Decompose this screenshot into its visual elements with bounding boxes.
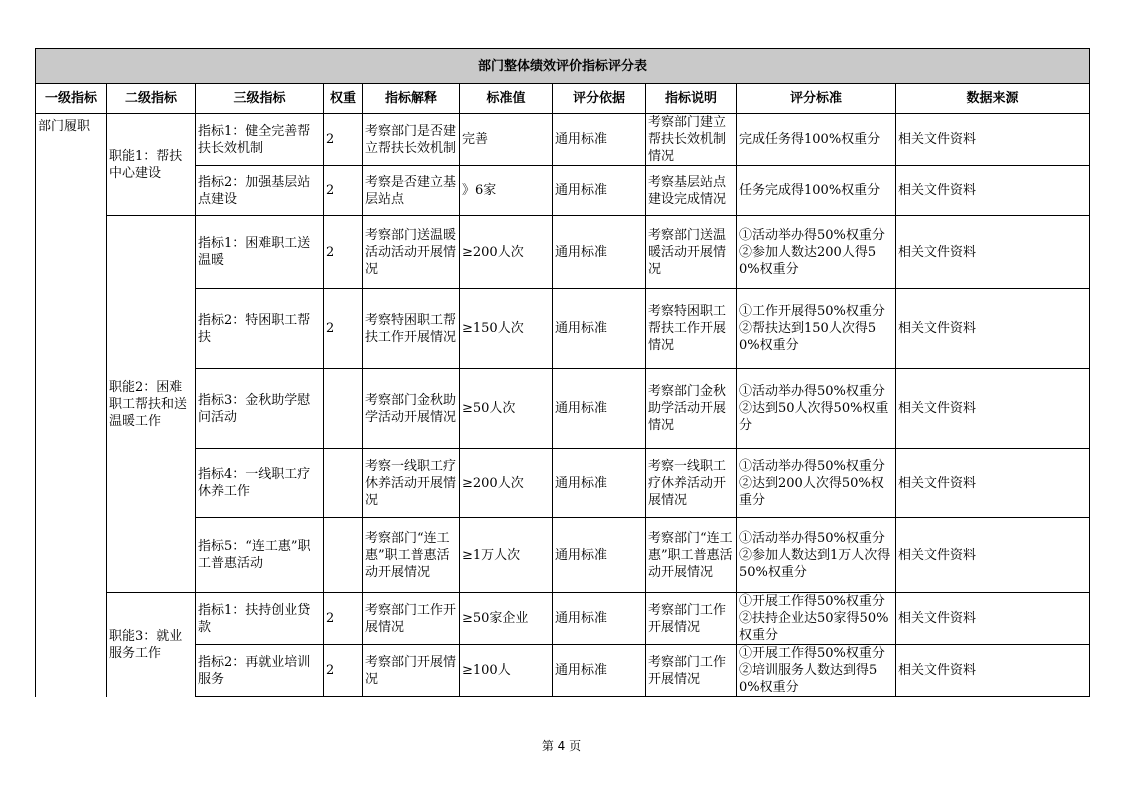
source-cell: 相关文件资料 <box>896 645 1090 697</box>
weight-cell: 2 <box>324 289 363 369</box>
desc-cell: 考察特困职工帮扶工作开展情况 <box>646 289 737 369</box>
criteria-cell: 完成任务得100%权重分 <box>737 114 896 166</box>
desc-cell: 考察部门金秋助学活动开展情况 <box>646 369 737 449</box>
standard-cell: ≥200人次 <box>460 216 553 289</box>
source-cell: 相关文件资料 <box>896 449 1090 518</box>
desc-cell: 考察部门建立帮扶长效机制情况 <box>646 114 737 166</box>
criteria-cell: ①工作开展得50%权重分②帮扶达到150人次得50%权重分 <box>737 289 896 369</box>
header-level1: 一级指标 <box>36 84 107 114</box>
explain-cell: 考察部门开展情况 <box>363 645 460 697</box>
criteria-cell: ①活动举办得50%权重分②达到200人次得50%权重分 <box>737 449 896 518</box>
standard-cell: ≥100人 <box>460 645 553 697</box>
standard-cell: ≥50家企业 <box>460 593 553 645</box>
indicator-cell: 指标2：特困职工帮扶 <box>196 289 324 369</box>
desc-cell: 考察部门“连工惠”职工普惠活动开展情况 <box>646 518 737 593</box>
weight-cell <box>324 518 363 593</box>
standard-cell: 》6家 <box>460 166 553 216</box>
basis-cell: 通用标准 <box>553 645 646 697</box>
source-cell: 相关文件资料 <box>896 593 1090 645</box>
desc-cell: 考察部门送温暖活动开展情况 <box>646 216 737 289</box>
standard-cell: ≥150人次 <box>460 289 553 369</box>
explain-cell: 考察部门是否建立帮扶长效机制 <box>363 114 460 166</box>
desc-cell: 考察基层站点建设完成情况 <box>646 166 737 216</box>
desc-cell: 考察部门工作开展情况 <box>646 645 737 697</box>
table-row <box>36 114 1090 166</box>
weight-cell: 2 <box>324 216 363 289</box>
criteria-cell: ①活动举办得50%权重分②达到50人次得50%权重分 <box>737 369 896 449</box>
header-desc: 指标说明 <box>646 84 737 114</box>
level2-cell: 职能2：困难职工帮扶和送温暖工作 <box>107 216 196 593</box>
basis-cell: 通用标准 <box>553 216 646 289</box>
source-cell: 相关文件资料 <box>896 518 1090 593</box>
indicator-cell: 指标1：健全完善帮扶长效机制 <box>196 114 324 166</box>
source-cell: 相关文件资料 <box>896 216 1090 289</box>
criteria-cell: 任务完成得100%权重分 <box>737 166 896 216</box>
basis-cell: 通用标准 <box>553 289 646 369</box>
basis-cell: 通用标准 <box>553 166 646 216</box>
explain-cell: 考察部门送温暖活动活动开展情况 <box>363 216 460 289</box>
header-level2: 二级指标 <box>107 84 196 114</box>
evaluation-table <box>35 48 1090 697</box>
indicator-cell: 指标2：加强基层站点建设 <box>196 166 324 216</box>
level2-cell: 职能1：帮扶中心建设 <box>107 114 196 216</box>
explain-cell: 考察特困职工帮扶工作开展情况 <box>363 289 460 369</box>
indicator-cell: 指标5：“连工惠”职工普惠活动 <box>196 518 324 593</box>
explain-cell: 考察部门“连工惠”职工普惠活动开展情况 <box>363 518 460 593</box>
basis-cell: 通用标准 <box>553 518 646 593</box>
criteria-cell: ①活动举办得50%权重分②参加人数达到1万人次得50%权重分 <box>737 518 896 593</box>
standard-cell: 完善 <box>460 114 553 166</box>
explain-cell: 考察是否建立基层站点 <box>363 166 460 216</box>
explain-cell: 考察部门工作开展情况 <box>363 593 460 645</box>
header-basis: 评分依据 <box>553 84 646 114</box>
explain-cell: 考察一线职工疗休养活动开展情况 <box>363 449 460 518</box>
basis-cell: 通用标准 <box>553 369 646 449</box>
desc-cell: 考察一线职工疗休养活动开展情况 <box>646 449 737 518</box>
level2-cell: 职能3：就业服务工作 <box>107 593 196 697</box>
standard-cell: ≥200人次 <box>460 449 553 518</box>
level1-cell: 部门履职 <box>36 114 107 697</box>
header-explain: 指标解释 <box>363 84 460 114</box>
criteria-cell: ①开展工作得50%权重分②培训服务人数达到得50%权重分 <box>737 645 896 697</box>
explain-cell: 考察部门金秋助学活动开展情况 <box>363 369 460 449</box>
basis-cell: 通用标准 <box>553 114 646 166</box>
indicator-cell: 指标4：一线职工疗休养工作 <box>196 449 324 518</box>
desc-cell: 考察部门工作开展情况 <box>646 593 737 645</box>
criteria-cell: ①开展工作得50%权重分②扶持企业达50家得50%权重分 <box>737 593 896 645</box>
weight-cell: 2 <box>324 593 363 645</box>
header-criteria: 评分标准 <box>737 84 896 114</box>
table-row <box>36 593 1090 645</box>
header-weight: 权重 <box>324 84 363 114</box>
source-cell: 相关文件资料 <box>896 289 1090 369</box>
weight-cell: 2 <box>324 166 363 216</box>
source-cell: 相关文件资料 <box>896 369 1090 449</box>
criteria-cell: ①活动举办得50%权重分②参加人数达200人得50%权重分 <box>737 216 896 289</box>
weight-cell <box>324 369 363 449</box>
indicator-cell: 指标2：再就业培训服务 <box>196 645 324 697</box>
header-standard: 标准值 <box>460 84 553 114</box>
page-number: 第 4 页 <box>541 739 582 753</box>
indicator-cell: 指标3：金秋助学慰问活动 <box>196 369 324 449</box>
indicator-cell: 指标1：扶持创业贷款 <box>196 593 324 645</box>
indicator-cell: 指标1：困难职工送温暖 <box>196 216 324 289</box>
weight-cell: 2 <box>324 114 363 166</box>
standard-cell: ≥1万人次 <box>460 518 553 593</box>
basis-cell: 通用标准 <box>553 449 646 518</box>
header-level3: 三级指标 <box>196 84 324 114</box>
source-cell: 相关文件资料 <box>896 166 1090 216</box>
header-source: 数据来源 <box>896 84 1090 114</box>
weight-cell <box>324 449 363 518</box>
table-row <box>36 216 1090 289</box>
weight-cell: 2 <box>324 645 363 697</box>
source-cell: 相关文件资料 <box>896 114 1090 166</box>
basis-cell: 通用标准 <box>553 593 646 645</box>
standard-cell: ≥50人次 <box>460 369 553 449</box>
table-title: 部门整体绩效评价指标评分表 <box>36 49 1090 84</box>
